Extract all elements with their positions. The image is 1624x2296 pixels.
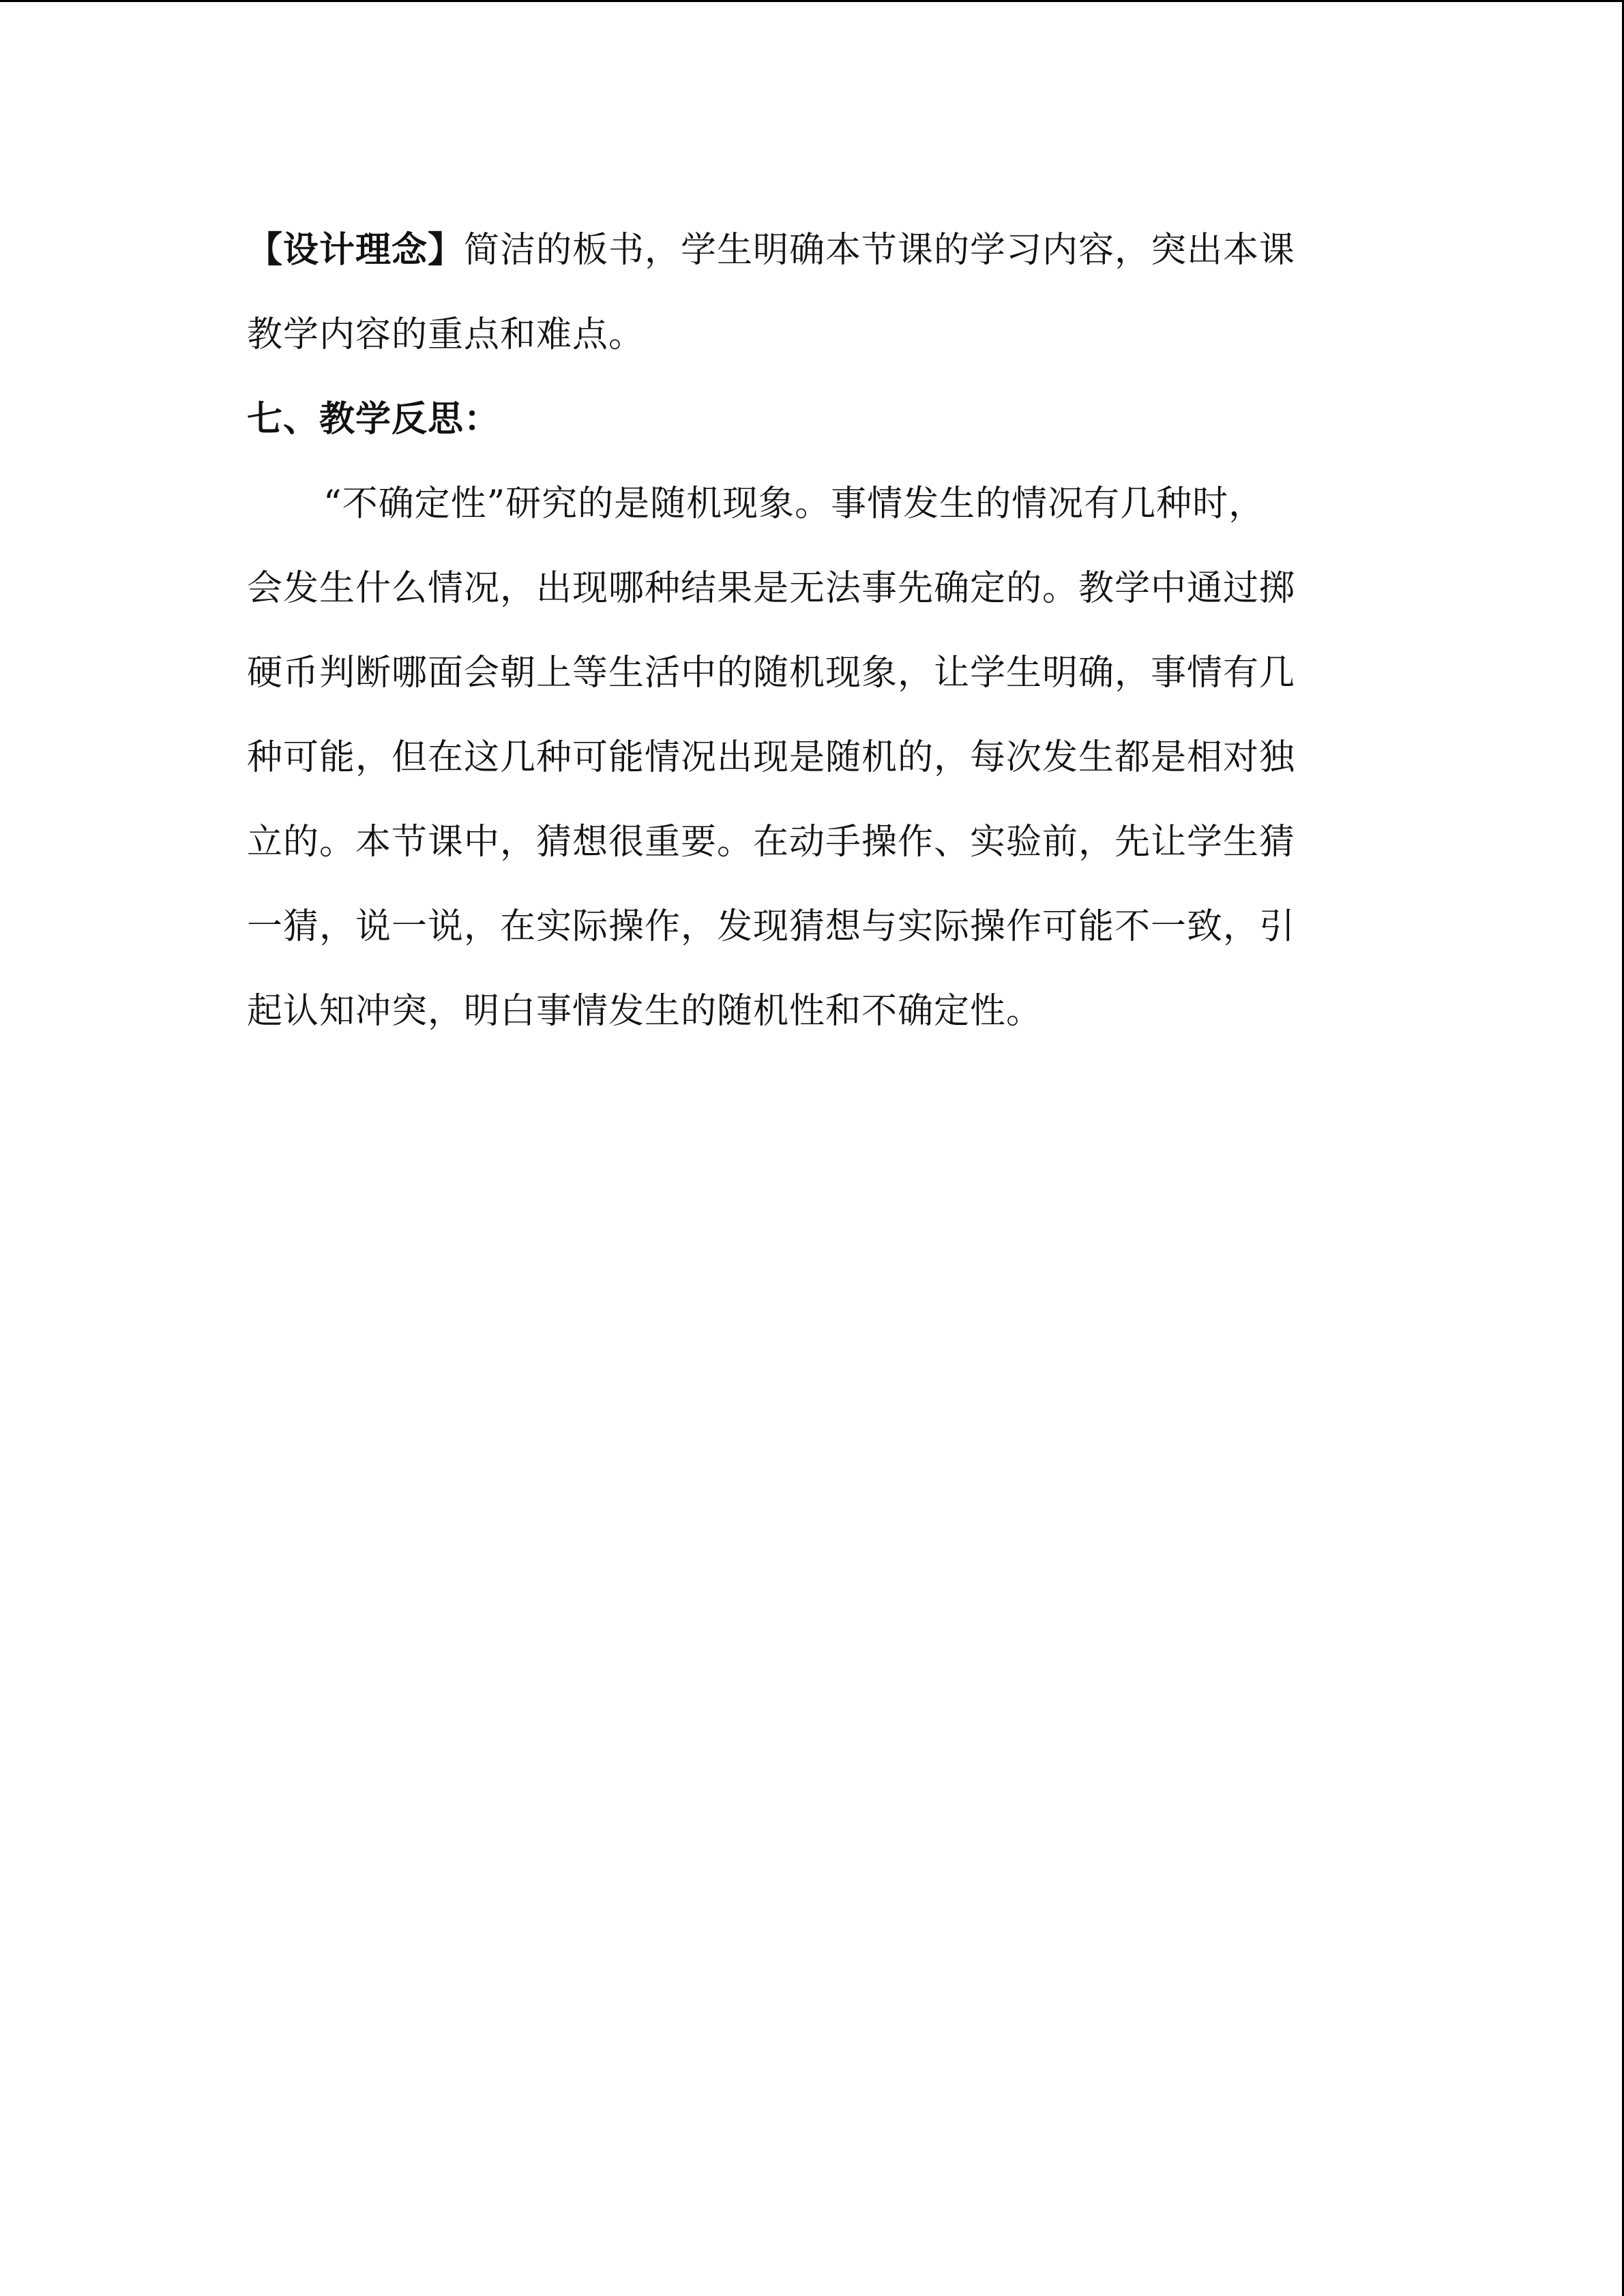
reflection-line: 立的。本节课中，猜想很重要。在动手操作、实验前，先让学生猜 — [247, 822, 1296, 863]
design-concept-paragraph — [247, 208, 1352, 377]
reflection-paragraph — [247, 462, 1352, 1054]
reflection-line: 会发生什么情况，出现哪种结果是无法事先确定的。教学中通过掷 — [247, 568, 1296, 609]
reflection-line: 起认知冲突，明白事情发生的随机性和不确定性。 — [247, 991, 1043, 1032]
design-concept-text-1: 简洁的板书，学生明确本节课的学习内容，突出本课 — [464, 230, 1296, 271]
reflection-line: 种可能，但在这几种可能情况出现是随机的，每次发生都是相对独 — [247, 737, 1296, 778]
reflection-line: 一猜，说一说，在实际操作，发现猜想与实际操作可能不一致，引 — [247, 906, 1296, 947]
document-body — [247, 208, 1352, 1054]
section-heading-reflection: 七、教学反思： — [247, 398, 501, 440]
reflection-line: “不确定性”研究的是随机现象。事情发生的情况有几种时， — [323, 483, 1265, 524]
reflection-line: 硬币判断哪面会朝上等生活中的随机现象，让学生明确，事情有几 — [247, 653, 1296, 694]
page-border-top — [0, 0, 1624, 2]
design-concept-line-2: 教学内容的重点和难点。 — [247, 314, 645, 355]
design-concept-line-1 — [247, 208, 1352, 293]
design-concept-label: 【设计理念】 — [247, 229, 464, 271]
